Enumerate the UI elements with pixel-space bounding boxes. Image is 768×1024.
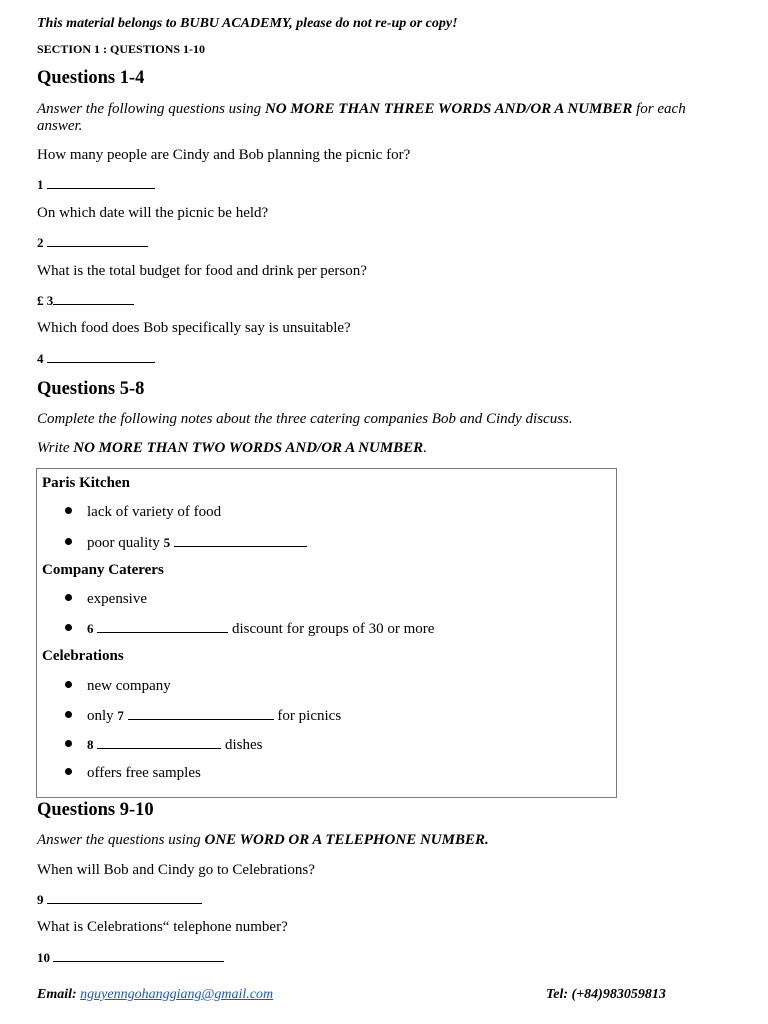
questions-1-4-instruction: Answer the following questions using NO MORE THAN THREE WORDS AND/OR A NUMBER for each answer. — [37, 101, 686, 134]
question-10-text: What is Celebrations“ telephone number? — [37, 919, 288, 935]
company-celebrations: Celebrations — [42, 648, 124, 664]
bullet-icon — [65, 507, 72, 514]
question-4-text: Which food does Bob specifically say is unsuitable? — [37, 320, 351, 336]
note-item: expensive — [65, 591, 147, 608]
questions-5-8-word-limit: Write NO MORE THAN TWO WORDS AND/OR A NUMBER. — [37, 440, 427, 456]
company-company-caterers: Company Caterers — [42, 562, 164, 578]
bullet-icon — [65, 711, 72, 718]
section-title: SECTION 1 : QUESTIONS 1-10 — [37, 42, 206, 56]
questions-5-8-heading: Questions 5-8 — [37, 379, 145, 399]
questions-9-10-heading: Questions 9-10 — [37, 800, 154, 820]
answer-10-line[interactable]: 10 — [37, 950, 224, 966]
bullet-icon — [65, 740, 72, 747]
answer-3-line[interactable]: £ 3 — [37, 293, 134, 309]
questions-1-4-heading: Questions 1-4 — [37, 68, 145, 88]
question-9-text: When will Bob and Cindy go to Celebrations? — [37, 862, 315, 878]
questions-5-8-instruction: Complete the following notes about the three catering companies Bob and Cindy discuss. — [37, 411, 573, 427]
question-2-text: On which date will the picnic be held? — [37, 205, 269, 221]
note-item-q7[interactable]: only 7 for picnics — [65, 707, 341, 725]
question-1-text: How many people are Cindy and Bob planning the picnic for? — [37, 147, 411, 163]
answer-9-line[interactable]: 9 — [37, 892, 202, 908]
note-item: lack of variety of food — [65, 504, 221, 521]
bullet-icon — [65, 681, 72, 688]
footer-email: Email: nguyenngohanggiang@gmail.com — [37, 987, 274, 1002]
question-3-text: What is the total budget for food and drink per person? — [37, 263, 367, 279]
answer-1-line[interactable]: 1 — [37, 177, 155, 193]
bullet-icon — [65, 538, 72, 545]
bullet-icon — [65, 624, 72, 631]
copyright-notice: This material belongs to BUBU ACADEMY, please do not re-up or copy! — [37, 16, 458, 31]
email-link[interactable]: nguyenngohanggiang@gmail.com — [80, 987, 274, 1002]
footer-telephone: Tel: (+84)983059813 — [546, 987, 666, 1002]
company-paris-kitchen: Paris Kitchen — [42, 475, 130, 491]
note-item: offers free samples — [65, 765, 201, 782]
bullet-icon — [65, 768, 72, 775]
note-item-q8[interactable]: 8 dishes — [65, 736, 263, 754]
questions-9-10-instruction: Answer the questions using ONE WORD OR A TELEPHONE NUMBER. — [37, 832, 489, 848]
catering-notes-box — [36, 468, 617, 798]
note-item-q5[interactable]: poor quality 5 — [65, 534, 307, 552]
note-item: new company — [65, 678, 171, 695]
answer-4-line[interactable]: 4 — [37, 351, 155, 367]
note-item-q6[interactable]: 6 discount for groups of 30 or more — [65, 620, 434, 638]
answer-2-line[interactable]: 2 — [37, 235, 148, 251]
bullet-icon — [65, 594, 72, 601]
